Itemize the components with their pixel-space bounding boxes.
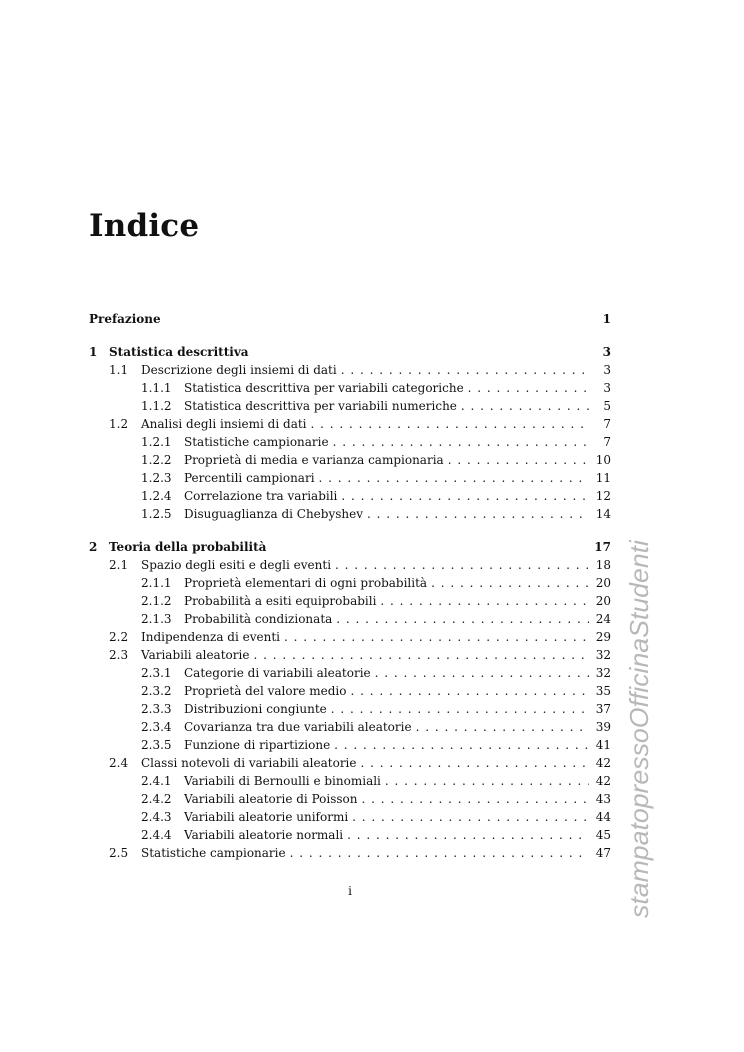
toc-entry-page: 17 [594, 540, 611, 554]
toc-chapter[interactable] [89, 343, 611, 361]
toc-chapter[interactable] [89, 310, 611, 328]
toc-subsection[interactable] [89, 397, 611, 415]
toc-entry-title: Prefazione [89, 312, 161, 326]
page-number: i [348, 884, 352, 898]
toc-section[interactable] [89, 646, 611, 664]
watermark-text: stampatopressoOfficinaStudenti [624, 549, 654, 918]
dot-leader [347, 826, 589, 844]
toc-entry-title: Distribuzioni congiunte [184, 702, 327, 716]
toc-entry-number: 2.2 [109, 630, 129, 644]
toc-entry-title: Statistiche campionarie [141, 846, 286, 860]
dot-leader [362, 790, 590, 808]
toc-entry-title: Statistica descrittiva per variabili numeriche [184, 399, 457, 413]
toc-entry-number: 1.2 [109, 417, 129, 431]
dot-leader [336, 610, 589, 628]
dot-leader [253, 646, 589, 664]
toc-entry-number: 2.3 [109, 648, 129, 662]
toc-entry-page: 39 [595, 720, 611, 734]
toc-entry-page: 12 [595, 489, 611, 503]
toc-entry-page: 5 [603, 399, 611, 413]
dot-leader [361, 754, 590, 772]
toc-entry-title: Variabili aleatorie [141, 648, 250, 662]
toc-subsection[interactable] [89, 790, 611, 808]
toc-entry-number: 1.1.2 [141, 399, 172, 413]
toc-entry-page: 20 [595, 576, 611, 590]
dot-leader [375, 664, 589, 682]
toc-subsection[interactable] [89, 433, 611, 451]
toc-entry-title: Proprietà elementari di ogni probabilità [184, 576, 428, 590]
toc-entry-title: Disuguaglianza di Chebyshev [184, 507, 364, 521]
toc-entry-title: Probabilità a esiti equiprobabili [184, 594, 377, 608]
toc-entry-page: 20 [595, 594, 611, 608]
toc-entry-page: 29 [595, 630, 611, 644]
toc-subsection[interactable] [89, 469, 611, 487]
toc-entry-title: Statistica descrittiva [109, 345, 249, 359]
toc-entry-number: 2.4.1 [141, 774, 172, 788]
dot-leader [290, 844, 589, 862]
toc-entry-number: 2.3.2 [141, 684, 172, 698]
toc-entry-title: Indipendenza di eventi [141, 630, 281, 644]
toc-entry-number: 1 [89, 345, 98, 359]
toc-section[interactable] [89, 844, 611, 862]
toc-entry-page: 3 [603, 381, 611, 395]
toc-entry-page: 3 [603, 363, 611, 377]
toc-entry-number: 1.2.5 [141, 507, 172, 521]
toc-subsection[interactable] [89, 772, 611, 790]
toc-entry-title: Spazio degli esiti e degli eventi [141, 558, 332, 572]
dot-leader [331, 700, 589, 718]
toc-entry-title: Classi notevoli di variabili aleatorie [141, 756, 357, 770]
dot-leader [468, 379, 589, 397]
toc-entry-number: 2.4.2 [141, 792, 172, 806]
dot-leader [380, 592, 589, 610]
toc-entry-title: Analisi degli insiemi di dati [141, 417, 307, 431]
toc-entry-page: 11 [595, 471, 611, 485]
toc-entry-page: 10 [595, 453, 611, 467]
toc-subsection[interactable] [89, 451, 611, 469]
toc-entry-title: Variabili di Bernoulli e binomiali [184, 774, 381, 788]
toc-entry-title: Descrizione degli insiemi di dati [141, 363, 337, 377]
toc-entry-number: 2 [89, 540, 98, 554]
toc-entry-page: 7 [603, 435, 611, 449]
toc-entry-number: 1.2.1 [141, 435, 172, 449]
toc-entry-page: 37 [595, 702, 611, 716]
toc-entry-page: 7 [603, 417, 611, 431]
toc-entry-number: 1.1 [109, 363, 129, 377]
dot-leader [461, 397, 589, 415]
toc-subsection[interactable] [89, 826, 611, 844]
toc-section[interactable] [89, 556, 611, 574]
toc-entry-title: Statistiche campionarie [184, 435, 329, 449]
dot-leader [319, 469, 589, 487]
toc-entry-number: 2.3.3 [141, 702, 172, 716]
toc-entry-page: 35 [595, 684, 611, 698]
toc-subsection[interactable] [89, 574, 611, 592]
toc-entry-page: 32 [595, 666, 611, 680]
dot-leader [311, 415, 589, 433]
toc-entry-number: 2.1 [109, 558, 129, 572]
toc-section[interactable] [89, 754, 611, 772]
toc-subsection[interactable] [89, 736, 611, 754]
dot-leader [341, 487, 589, 505]
toc-entry-number: 2.1.3 [141, 612, 172, 626]
toc-entry-number: 1.2.3 [141, 471, 172, 485]
dot-leader [431, 574, 589, 592]
toc-entry-page: 42 [595, 774, 611, 788]
toc-entry-page: 47 [595, 846, 611, 860]
toc-section[interactable] [89, 628, 611, 646]
toc-entry-page: 1 [602, 312, 611, 326]
toc-entry-title: Correlazione tra variabili [184, 489, 338, 503]
toc-entry-page: 32 [595, 648, 611, 662]
dot-leader [341, 361, 589, 379]
dot-leader [416, 718, 589, 736]
toc-entry-number: 2.4.3 [141, 810, 172, 824]
toc-entry-title: Categorie di variabili aleatorie [184, 666, 371, 680]
dot-leader [351, 682, 590, 700]
dot-leader [284, 628, 589, 646]
toc-entry-title: Variabili aleatorie normali [184, 828, 344, 842]
page-title: Indice [89, 208, 200, 244]
dot-leader [335, 556, 589, 574]
toc-entry-title: Covarianza tra due variabili aleatorie [184, 720, 412, 734]
toc-entry-title: Funzione di ripartizione [184, 738, 331, 752]
toc-subsection[interactable] [89, 718, 611, 736]
watermark [606, 540, 661, 920]
dot-leader [367, 505, 589, 523]
toc-entry-number: 2.3.4 [141, 720, 172, 734]
table-of-contents [89, 310, 611, 862]
toc-entry-page: 42 [595, 756, 611, 770]
toc-entry-page: 44 [595, 810, 611, 824]
toc-entry-number: 2.5 [109, 846, 129, 860]
toc-subsection[interactable] [89, 664, 611, 682]
toc-entry-page: 14 [595, 507, 611, 521]
toc-chapter[interactable] [89, 538, 611, 556]
toc-entry-title: Variabili aleatorie di Poisson [184, 792, 358, 806]
toc-entry-title: Variabili aleatorie uniformi [184, 810, 349, 824]
toc-entry-page: 18 [595, 558, 611, 572]
toc-subsection[interactable] [89, 592, 611, 610]
toc-entry-page: 43 [595, 792, 611, 806]
toc-subsection[interactable] [89, 682, 611, 700]
dot-leader [385, 772, 589, 790]
toc-subsection[interactable] [89, 700, 611, 718]
toc-section[interactable] [89, 415, 611, 433]
toc-entry-title: Teoria della probabilità [109, 540, 267, 554]
dot-leader [448, 451, 589, 469]
toc-entry-page: 24 [595, 612, 611, 626]
toc-entry-title: Probabilità condizionata [184, 612, 333, 626]
dot-leader [333, 433, 589, 451]
toc-subsection[interactable] [89, 379, 611, 397]
toc-entry-number: 1.1.1 [141, 381, 172, 395]
toc-entry-page: 45 [595, 828, 611, 842]
dot-leader [352, 808, 589, 826]
toc-subsection[interactable] [89, 808, 611, 826]
toc-entry-number: 2.1.1 [141, 576, 172, 590]
toc-entry-number: 2.4 [109, 756, 129, 770]
toc-subsection[interactable] [89, 487, 611, 505]
toc-subsection[interactable] [89, 610, 611, 628]
dot-leader [334, 736, 589, 754]
toc-entry-number: 2.1.2 [141, 594, 172, 608]
toc-section[interactable] [89, 361, 611, 379]
toc-entry-page: 3 [602, 345, 611, 359]
toc-entry-number: 1.2.4 [141, 489, 172, 503]
toc-subsection[interactable] [89, 505, 611, 523]
toc-entry-number: 2.4.4 [141, 828, 172, 842]
toc-entry-title: Percentili campionari [184, 471, 315, 485]
toc-entry-title: Statistica descrittiva per variabili categoriche [184, 381, 464, 395]
toc-entry-number: 2.3.5 [141, 738, 172, 752]
toc-entry-title: Proprietà di media e varianza campionaria [184, 453, 444, 467]
toc-entry-number: 2.3.1 [141, 666, 172, 680]
toc-entry-number: 1.2.2 [141, 453, 172, 467]
toc-entry-title: Proprietà del valore medio [184, 684, 347, 698]
toc-entry-page: 41 [595, 738, 611, 752]
